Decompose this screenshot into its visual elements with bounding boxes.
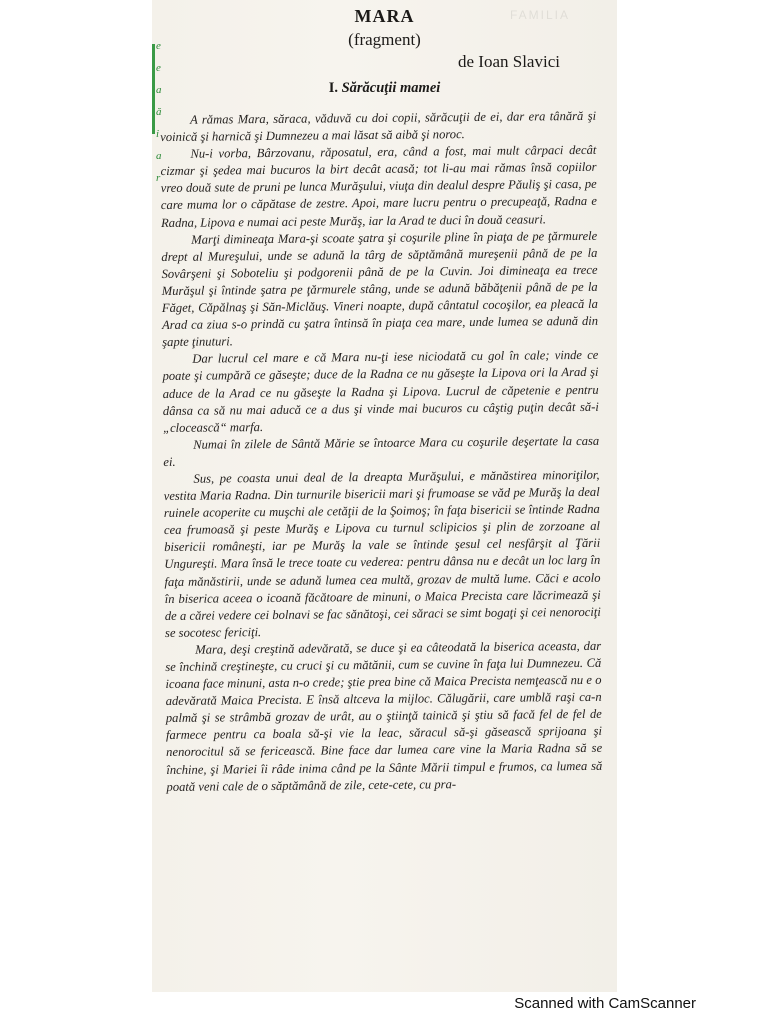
camscanner-watermark: Scanned with CamScanner <box>514 995 696 1012</box>
chapter-number: I. <box>328 80 338 96</box>
right-blank-margin <box>617 0 768 992</box>
scanned-page <box>152 0 617 992</box>
paragraph: Mara, deşi creştină adevărată, se duce şi ea câteodată la biserica aceasta, dar se închină creştineşte, cu cruci şi cu mătănii, cum se cuvine în faţa lui Dumnezeu. Că icoana face minuni, asta n-o crede; ştie prea bine că Maica Precista nemţească nu e o adevărată Maica Precista. E însă altceva la mijloc. Călugării, care umblă raşi ca-n palmă şi se strâmbă grozav de urât, au o ştiinţă tainică şi ştiu să facă fel de fel de farmece pentru ca boala să-şi vie la leac, săracul să-şi găsească sprijoana şi nenorocitul să se fericească. Bine face dar lumea care vine la Maria Radna să se închine, şi Mariei îi râde inima când pe la Sânte Mării timpul e frumos, ca lumea să poată veni cale de o săptămână de zile, cete-cete, cu pra- <box>165 638 603 794</box>
paragraph: Dar lucrul cel mare e că Mara nu-ţi iese niciodată cu gol în cale; vinde ce poate şi cumpără ce găseşte; duce de la Radna ce nu găseşte la Lipova ori la Arad şi aduce de la Arad ce nu găseşte la Radna şi Lipova. Lucrul de căpetenie e pentru dânsa ca să nu mai aducă ce a dus şi vinde mai bucuros cu câştig puţin decât să-i „clocească“ marfa. <box>162 348 599 435</box>
body-text <box>160 108 603 796</box>
margin-mark: a <box>156 84 162 96</box>
chapter-title: Sărăcuţii mamei <box>341 80 441 96</box>
margin-mark: i <box>156 128 160 140</box>
paragraph: Marţi dimineaţa Mara-şi scoate şatra şi coşurile pline în piaţa de pe ţărmurele drept al Mureşului, unde se adună la târg de săptămână mureşenii până de pe la Sovârşeni şi Soboteliu şi podgorenii până de pe la Cuvin. Joi dimineaţa ea trece Murăşul şi întinde şatra pe ţărmurele stâng, unde se adună băbăţenii până de pe la Făget, Căpălnaş şi Săn-Miclăuş. Vineri noapte, după cântatul cocoşilor, ea pleacă la Arad ca ziua s-o prindă cu şatra întinsă în piaţa cea mare, unde lumea se adună din şapte ţinuturi. <box>161 228 599 350</box>
paragraph: A rămas Mara, săraca, văduvă cu doi copii, sărăcuţii de ei, dar era tânără şi voinică şi harnică şi Dumnezeu a mai lăsat să aibă şi noroc. <box>160 108 597 145</box>
paragraph: Nu-i vorba, Bârzovanu, răposatul, era, când a fost, mai mult cârpaci decât cizmar şi şedea mai bucuros la birt decât acasă; tot li-au mai rămas însă copiilor vreo două sute de pruni pe lunca Murăşului, viuţa din dealul despre Păuliş şi casa, pe care muma lor o căpătase de zestre. Apoi, mare lucru pentru o precupeaţă, Radna e Radna, Lipova e numai aci peste Murăş, iar la Arad te duci în două ceasuri. <box>160 143 597 230</box>
chapter-heading <box>152 80 617 97</box>
paragraph: Numai în zilele de Sântă Mărie se întoarce Mara cu coşurile deşertate la casa ei. <box>163 433 600 469</box>
margin-mark: a <box>156 150 162 162</box>
author-line: de Ioan Slavici <box>458 52 560 71</box>
left-blank-margin <box>0 0 152 992</box>
margin-mark: r <box>156 172 161 184</box>
margin-mark: e <box>156 62 161 74</box>
page-title: MARA <box>354 6 415 26</box>
paragraph: Sus, pe coasta unui deal de la dreapta Murăşului, e mănăstirea minoriţilor, vestita Maria Radna. Din turnurile bisericii mari şi frumoase se văd pe Murăş la deal ruinele acoperite cu muşchi ale cetăţii de la Şoimoş; în faţa bisericii se întinde Radna cea frumoasă şi peste Murăş e Lipova cu turnul sclipicios şi plin de zorzoane al bisericii româneşti, iar pe Murăş la vale se întinde şesul cel nesfârşit al Ţării Ungureşti. Mara însă le trece toate cu vederea: pentru dânsa nu e decât un loc larg în faţa mănăstirii, unde se adună lumea cea multă, grozav de multă lume. Căci e acolo în biserica aceea o icoană făcătoare de minuni, o Maica Precista care lăcrimează şi de a cărei vedere cei bolnavi se fac sănătoşi, cei săraci se simt bogaţi şi cei nenorociţi se socotesc fericiţi. <box>163 467 601 640</box>
page-subtitle: (fragment) <box>348 30 421 49</box>
margin-mark: e <box>156 40 161 52</box>
margin-mark: ă <box>156 106 162 118</box>
bleed-through-header: FAMILIA <box>510 8 571 22</box>
